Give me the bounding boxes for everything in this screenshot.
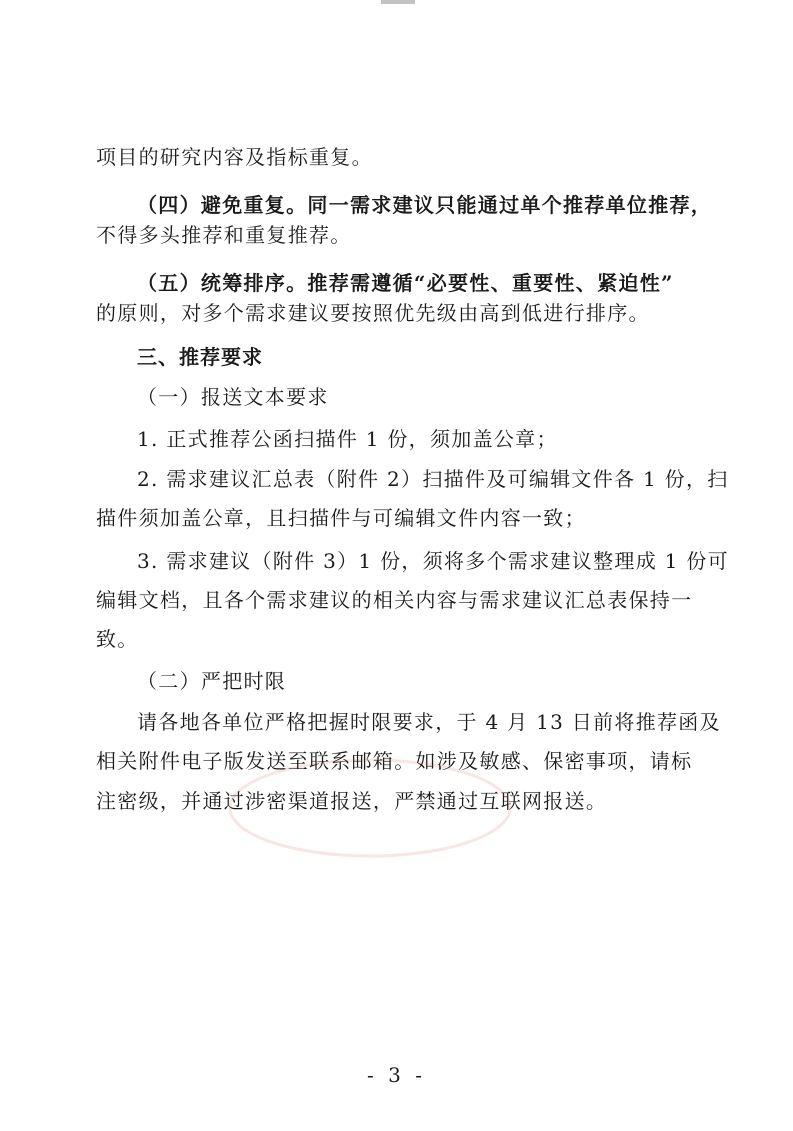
- list-item-3: 3. 需求建议（附件 3）1 份，须将多个需求建议整理成 1 份可: [137, 549, 729, 573]
- heading-recommend-requirements: 三、推荐要求: [137, 345, 263, 369]
- subheading-submission-text: （一）报送文本要求: [137, 385, 329, 409]
- faint-stamp-mark: [200, 748, 520, 868]
- scan-mark: [381, 0, 415, 4]
- list-item-1: 1. 正式推荐公函扫描件 1 份，须加盖公章；: [137, 427, 558, 451]
- section-four-line: （四）避免重复。同一需求建议只能通过单个推荐单位推荐，: [137, 193, 713, 217]
- paragraph-line: 描件须加盖公章，且扫描件与可编辑文件内容一致；: [96, 506, 586, 530]
- paragraph-line: 项目的研究内容及指标重复。: [96, 145, 373, 169]
- subheading-deadline: （二）严把时限: [137, 669, 287, 693]
- paragraph-line: 不得多头推荐和重复推荐。: [96, 223, 352, 247]
- page-number: - 3 -: [367, 1063, 426, 1087]
- paragraph-line: 注密级，并通过涉密渠道报送，严禁通过互联网报送。: [96, 789, 608, 813]
- list-item-2: 2. 需求建议汇总表（附件 2）扫描件及可编辑文件各 1 份，扫: [137, 467, 729, 491]
- paragraph-line: 相关附件电子版发送至联系邮箱。如涉及敏感、保密事项，请标: [96, 749, 693, 773]
- paragraph-line: 请各地各单位严格把握时限要求，于 4 月 13 日前将推荐函及: [137, 710, 721, 734]
- paragraph-line: 编辑文档，且各个需求建议的相关内容与需求建议汇总表保持一: [96, 588, 693, 612]
- section-five-line: （五）统筹排序。推荐需遵循“必要性、重要性、紧迫性”: [137, 271, 674, 295]
- paragraph-line: 致。: [96, 627, 139, 651]
- paragraph-line: 的原则，对多个需求建议要按照优先级由高到低进行排序。: [96, 301, 650, 325]
